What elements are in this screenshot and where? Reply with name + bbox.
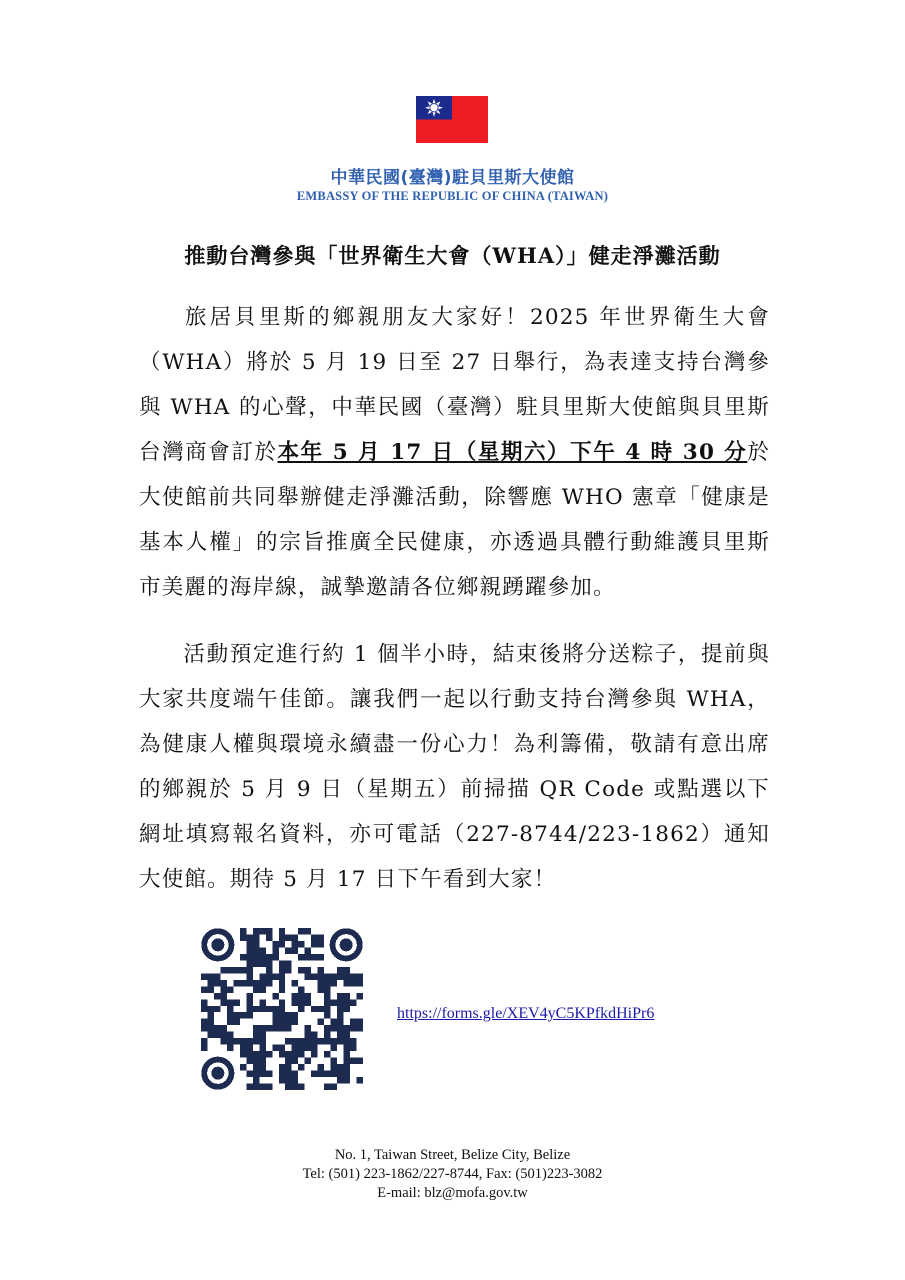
footer — [0, 1146, 905, 1203]
paragraph-details-text: 活動預定進行約 1 個半小時，結束後將分送粽子，提前與大家共度端午佳節。讓我們一起以行動支持台灣參與 WHA，為健康人權與環境永續盡一份心力！為利籌備，敬請有意出席的鄉親於 5 月 9 日（星期五）前掃描 QR Code 或點選以下網址填寫報名資料，亦可電話（227-8744/223-1862）通知大使館。期待 5 月 17 日下午看到大家！ — [139, 642, 770, 892]
paragraph-details — [139, 632, 770, 902]
taiwan-flag-icon — [416, 96, 488, 143]
paragraph-intro — [139, 295, 770, 610]
embassy-name-chinese: 中華民國(臺灣)駐貝里斯大使館 — [330, 168, 575, 188]
footer-phone: Tel: (501) 223-1862/227-8744, Fax: (501)223-3082 — [302, 1166, 603, 1182]
paragraph-intro-text-after: 於大使館前共同舉辦健走淨灘活動，除響應 WHO 憲章「健康是基本人權」的宗旨推廣全民健康，亦透過具體行動維護貝里斯市美麗的海岸線，誠摯邀請各位鄉親踴躍參加。 — [139, 440, 770, 600]
paragraph-intro-text-before: 旅居貝里斯的鄉親朋友大家好！2025 年世界衛生大會（WHA）將於 5 月 19 日至 27 日舉行，為表達支持台灣參與 WHA 的心聲，中華民國（臺灣）駐貝里斯大使館與貝里斯台灣商會訂於 — [139, 305, 770, 465]
document-title: 推動台灣參與「世界衛生大會（WHA）」健走淨灘活動 — [184, 243, 721, 268]
registration-link[interactable]: https://forms.gle/XEV4yC5KPfkdHiPr6 — [397, 1005, 655, 1022]
event-date-highlight: 本年 5 月 17 日（星期六）下午 4 時 30 分 — [277, 440, 748, 465]
footer-email: E-mail: blz@mofa.gov.tw — [377, 1185, 528, 1201]
footer-address: No. 1, Taiwan Street, Belize City, Belize — [334, 1147, 571, 1163]
qr-code-icon[interactable] — [201, 928, 363, 1090]
embassy-name-english: EMBASSY OF THE REPUBLIC OF CHINA (TAIWAN) — [296, 189, 609, 203]
